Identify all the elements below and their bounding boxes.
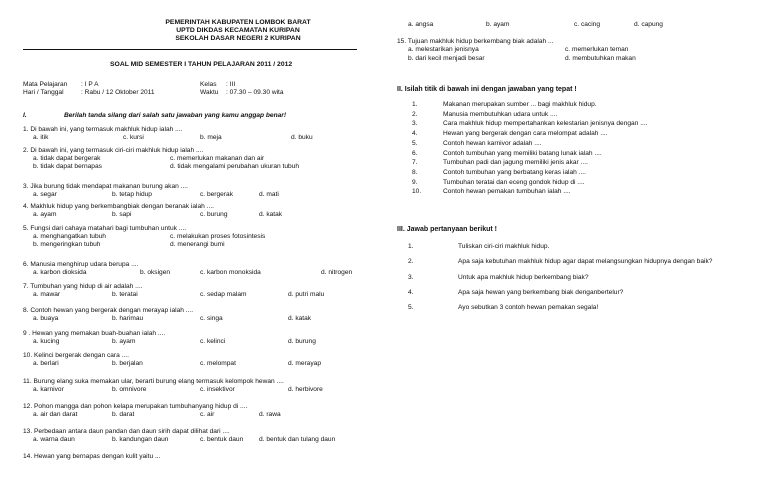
section2-item-number: 2. xyxy=(412,110,418,118)
class-label: Kelas xyxy=(200,81,217,88)
question-2-option: a. tidak dapat bergerak xyxy=(33,155,101,162)
question-4: 4. Makhluk hidup yang berkembangbiak dengan beranak ialah .... xyxy=(23,203,214,210)
section3-item-text: Untuk apa makhluk hidup berkembang biak? xyxy=(458,273,589,281)
section2-title: II. Isilah titik di bawah ini dengan jawaban yang tepat ! xyxy=(397,86,577,93)
question-3: 3. Jika burung tidak mendapat makanan burung akan .... xyxy=(23,183,188,190)
section2-item-number: 6. xyxy=(412,149,418,157)
q15-option-c: c. memerlukan teman xyxy=(565,46,629,53)
question-10: 10. Kelinci bergerak dengan cara .... xyxy=(23,352,129,359)
section2-item-text: Contoh hewan pemakan tumbuhan ialah .... xyxy=(443,188,571,196)
section2-item-text: Cara makhluk hidup mempertahankan kelestarian jenisnya dengan .... xyxy=(443,120,648,128)
question-5-option: b. mengeringkan tubuh xyxy=(33,241,101,248)
section2-item-text: Hewan yang bergerak dengan cara melompat adalah .... xyxy=(443,130,608,138)
header-line-1: PEMERINTAH KABUPATEN LOMBOK BARAT xyxy=(165,19,311,26)
question-1-option: b. meja xyxy=(200,134,222,141)
question-7-option: c. sedap malam xyxy=(200,291,247,298)
section2-item-text: Manusia membutuhkan udara untuk .... xyxy=(443,110,558,118)
question-1-option: a. itik xyxy=(33,134,49,141)
question-1-option: d. buku xyxy=(291,134,313,141)
q15-option-a: a. melestarikan jenisnya xyxy=(408,46,479,53)
question-9: 9 . Hewan yang memakan buah-buahan ialah .... xyxy=(23,330,166,337)
section2-item-text: Contoh tumbuhan yang berbatang keras ialah .... xyxy=(443,168,586,176)
section3-item-number: 1. xyxy=(408,243,414,250)
section2-item-text: Tumbuhan padi dan jagung memiliki jenis akar .... xyxy=(443,159,588,167)
header-line-3: SEKOLAH DASAR NEGERI 2 KURIPAN xyxy=(175,35,301,42)
time-label: Waktu xyxy=(200,89,219,96)
question-13-option: c. bentuk daun xyxy=(200,436,244,443)
q14-option-a: a. angsa xyxy=(408,21,434,28)
q15-question: 15. Tujuan makhluk hidup berkembang biak adalah ... xyxy=(397,38,554,45)
section1-instruction: Berilah tanda silang dari salah satu jawaban yang kamu anggap benar! xyxy=(64,112,287,119)
question-4-option: a. ayam xyxy=(33,211,57,218)
section3-title: III. Jawab pertanyaan berikut ! xyxy=(397,226,497,233)
section3-item-number: 2. xyxy=(408,258,414,266)
question-3-option: a. segar xyxy=(33,191,57,198)
question-10-option: d. merayap xyxy=(288,360,321,367)
subject-label: Mata Pelajaran xyxy=(23,81,68,88)
section2-item-number: 3. xyxy=(412,120,418,128)
question-12-option: a. air dan darat xyxy=(33,411,78,418)
section3-item-number: 4. xyxy=(408,288,414,296)
question-4-option: c. burung xyxy=(200,211,228,218)
question-3-option: d. mati xyxy=(259,191,279,198)
section3-item-text: Apa saja kebutuhan makhluk hidup agar dapat melangsungkan hidupnya dengan baik? xyxy=(458,258,713,266)
question-2: 2. Di bawah ini, yang termasuk ciri-ciri makhluk hidup ialah .... xyxy=(23,147,204,154)
q14-option-b: b. ayam xyxy=(486,21,510,28)
section2-item-text: Tumbuhan teratai dan eceng gondok hidup di .... xyxy=(443,178,585,186)
question-8-option: d. katak xyxy=(288,315,312,322)
section2-item-number: 10. xyxy=(412,188,422,196)
question-11-option: a. karnivor xyxy=(33,386,64,393)
question-6: 6. Manusia menghirup udara berupa .... xyxy=(23,261,139,268)
section3-item-number: 3. xyxy=(408,273,414,281)
question-12-option: b. darat xyxy=(112,411,135,418)
section2-item-number: 8. xyxy=(412,168,418,176)
section3-item-text: Apa saja hewan yang berkembang biak denganbertelur? xyxy=(458,288,624,296)
question-14: 14. Hewan yang bernapas dengan kulit yaitu ... xyxy=(23,453,161,460)
header-divider xyxy=(23,49,357,50)
section2-item-text: Contoh hewan karnivor adalah .... xyxy=(443,139,542,147)
question-9-option: b. ayam xyxy=(112,338,136,345)
question-7-option: a. mawar xyxy=(33,291,61,298)
question-5-option: d. menerangi bumi xyxy=(170,241,225,248)
question-11-option: b. omnivore xyxy=(112,386,147,393)
question-2-option: b. tidak dapat bernapas xyxy=(33,163,102,170)
question-2-option: d. tidak mengalami perubahan ukuran tubuh xyxy=(170,163,300,170)
section2-item-number: 1. xyxy=(412,101,418,108)
question-9-option: a. kucing xyxy=(33,338,60,345)
question-13-option: d. bentuk dan tulang daun xyxy=(259,436,336,443)
question-4-option: b. sapi xyxy=(112,211,132,218)
class-value: : III xyxy=(226,81,236,88)
question-2-option: c. memerlukan makanan dan air xyxy=(170,155,265,162)
question-8-option: b. harimau xyxy=(112,315,144,322)
question-13-option: a. warna daun xyxy=(33,436,75,443)
question-7-option: b. teratai xyxy=(112,291,138,298)
question-11: 11. Burung elang suka memakan ular, berarti burung elang termasuk kelompok hewan .... xyxy=(23,378,284,385)
section2-item-text: Makanan merupakan sumber ... bagi makhluk hidup. xyxy=(443,101,597,108)
question-13-option: b. kandungan daun xyxy=(112,436,169,443)
question-6-option: c. karbon monoksida xyxy=(200,269,261,276)
question-3-option: b. tetap hidup xyxy=(112,191,152,198)
section3-item-number: 5. xyxy=(408,304,414,312)
q14-option-d: d. capung xyxy=(634,21,663,28)
question-5-option: a. menghangatkan tubuh xyxy=(33,233,106,240)
section3-item-text: Tuliskan ciri-ciri makhluk hidup. xyxy=(458,243,550,250)
question-6-option: a. karbon dioksida xyxy=(33,269,87,276)
date-label: Hari / Tanggal xyxy=(23,89,64,96)
question-12: 12. Pohon mangga dan pohon kelapa merupakan tumbuhanyang hidup di .... xyxy=(23,403,248,410)
section2-item-number: 4. xyxy=(412,130,418,138)
section3-item-text: Ayo sebutkan 3 contoh hewan pemakan segala! xyxy=(458,304,599,312)
question-5-option: c. melakukan proses fotosintesis xyxy=(170,233,266,240)
time-value: : 07.30 – 09.30 wita xyxy=(226,89,284,96)
question-9-option: c. kelinci xyxy=(200,338,226,345)
question-4-option: d. katak xyxy=(259,211,283,218)
header-line-2: UPTD DIKDAS KECAMATAN KURIPAN xyxy=(176,27,300,34)
q15-option-b: b. dari kecil menjadi besar xyxy=(408,55,485,62)
section2-item-number: 5. xyxy=(412,139,418,147)
question-11-option: c. insektivor xyxy=(200,386,235,393)
section1-numeral: I. xyxy=(23,112,27,119)
question-10-option: c. melompat xyxy=(200,360,236,367)
question-6-option: d. nitrogen xyxy=(321,269,353,276)
date-value: : Rabu / 12 Oktober 2011 xyxy=(81,89,155,96)
question-7-option: d. putri malu xyxy=(288,291,325,298)
question-9-option: d. burung xyxy=(288,338,316,345)
question-6-option: b. oksigen xyxy=(140,269,171,276)
question-10-option: a. berlari xyxy=(33,360,59,367)
section2-item-number: 7. xyxy=(412,159,418,167)
exam-title: SOAL MID SEMESTER I TAHUN PELAJARAN 2011 / 2012 xyxy=(110,61,293,68)
question-10-option: b. berjalan xyxy=(112,360,143,367)
q14-option-c: c. cacing xyxy=(574,21,601,28)
question-7: 7. Tumbuhan yang hidup di air adalah .... xyxy=(23,283,143,290)
question-13: 13. Perbedaan antara daun pandan dan daun sirih dapat dilihat dari .... xyxy=(23,428,230,435)
question-12-option: d. rawa xyxy=(259,411,281,418)
question-12-option: c. air xyxy=(200,411,215,418)
question-8-option: a. buaya xyxy=(33,315,59,322)
question-3-option: c. bergerak xyxy=(200,191,233,198)
question-11-option: d. herbivore xyxy=(288,386,323,393)
question-1-option: c. kursi xyxy=(123,134,144,141)
section2-item-text: Contoh tumbuhan yang memiliki batang lunak ialah .... xyxy=(443,149,602,157)
q15-option-d: d. membutuhkan makan xyxy=(565,55,636,62)
question-8: 8. Contoh hewan yang bergerak dengan merayap ialah .... xyxy=(23,307,194,314)
question-8-option: c. singa xyxy=(200,315,223,322)
question-5: 5. Fungsi dari cahaya matahari bagi tumbuhan untuk .... xyxy=(23,225,187,232)
section2-item-number: 9. xyxy=(412,178,418,186)
subject-value: : I P A xyxy=(81,81,99,88)
question-1: 1. Di bawah ini, yang termasuk makhluk hidup ialah .... xyxy=(23,126,183,133)
